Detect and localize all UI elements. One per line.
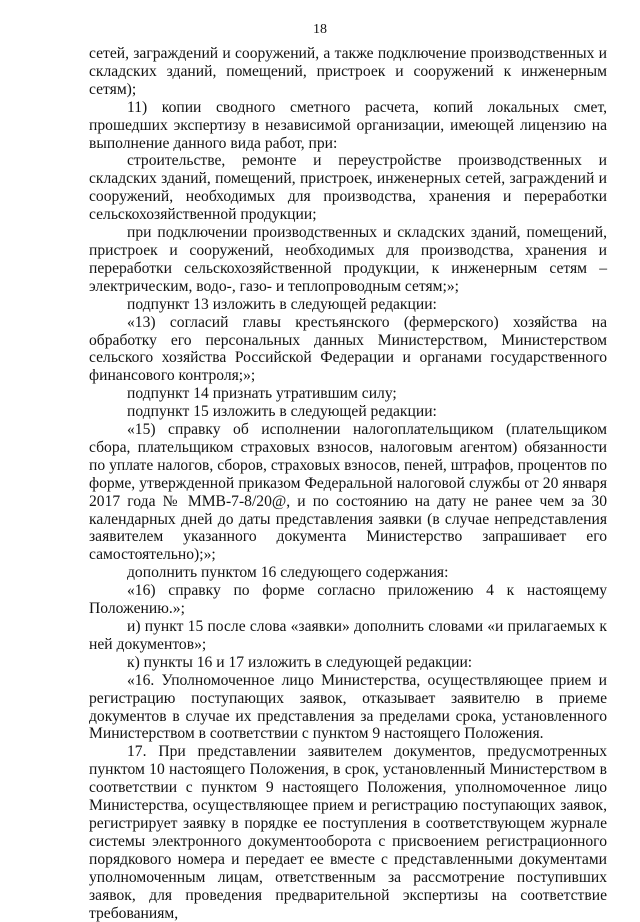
paragraph-add-item-16-intro: дополнить пунктом 16 следующего содержания: <box>127 564 449 582</box>
paragraph-connection: при подключении производственных и складских зданий, помещений, пристроек и сооружений, необходимых для производства, хранения и переработки сельскохозяйственной продукции, к инженерным сетям – электрическим, водо-, газо- и теплопроводным сетям;»; <box>89 224 607 295</box>
paragraph-subitem-13-intro: подпункт 13 изложить в следующей редакции: <box>127 295 437 313</box>
paragraph-item-17: 17. При представлении заявителем документов, предусмотренных пунктом 10 настоящего Положения, в срок, установленный Министерством в соответствии с пунктом 9 настоящего Положения, уполномоченное лицо Министерства, осуществляющее прием и регистрацию поступающих заявок, регистрирует заявку в порядке ее поступления в соответствующем журнале системы электронного документооборота с присвоением регистрационного порядкового номера и передает ее вместе с представленными документами уполномоченным лицам, ответственным за рассмотрение поступивших заявок, для проведения предварительной экспертизы на соответствие требованиям, <box>89 743 607 922</box>
paragraph-item-16: «16. Уполномоченное лицо Министерства, осуществляющее прием и регистрацию поступающих заявок, отказывает заявителю в приеме документов в случае их представления за пределами срока, установленного Министерством в соответствии с пунктом 9 настоящего Положения. <box>89 671 607 743</box>
paragraph-point-k: к) пункты 16 и 17 изложить в следующей редакции: <box>127 653 473 671</box>
paragraph-construction: строительстве, ремонте и переустройстве производственных и складских зданий, помещений, пристроек, инженерных сетей, заграждений и сооружений, необходимых для производства, хранения и переработки сельскохозяйственной продукции; <box>89 152 607 224</box>
paragraph-item-16-reference: «16) справку по форме согласно приложению 4 к настоящему Положению.»; <box>89 582 607 618</box>
paragraph-subitem-15-intro: подпункт 15 изложить в следующей редакции: <box>127 403 437 421</box>
paragraph-point-i: и) пункт 15 после слова «заявки» дополнить словами «и прилагаемых к ней документов»; <box>89 618 607 653</box>
paragraph-continuation: сетей, заграждений и сооружений, а также подключение производственных и складских зданий, помещений, пристроек и сооружений к инженерным сетям); <box>89 45 607 98</box>
document-body <box>89 45 607 922</box>
paragraph-subitem-14: подпункт 14 признать утратившим силу; <box>127 385 397 403</box>
paragraph-subitem-15: «15) справку об исполнении налогоплательщиком (плательщиком сбора, плательщиком страховых взносов, налоговым агентом) обязанности по уплате налогов, сборов, страховых взносов, пеней, штрафов, процентов по форме, утвержденной приказом Федеральной налоговой службы от 20 января 2017 года № ММВ-7-8/20@, и по состоянию на дату не ранее чем за 30 календарных дней до даты представления заявки (в случае непредставления заявителем указанного документа Министерство запрашивает его самостоятельно);»; <box>89 421 607 564</box>
paragraph-item-11: 11) копии сводного сметного расчета, копий локальных смет, прошедших экспертизу в независимой организации, имеющей лицензию на выполнение данного вида работ, при: <box>89 98 607 152</box>
paragraph-subitem-13: «13) согласий главы крестьянского (фермерского) хозяйства на обработку его персональных данных Министерством, Министерством сельского хозяйства Российской Федерации и органами государственного финансового контроля;»; <box>89 313 607 385</box>
page-number: 18 <box>313 22 327 37</box>
